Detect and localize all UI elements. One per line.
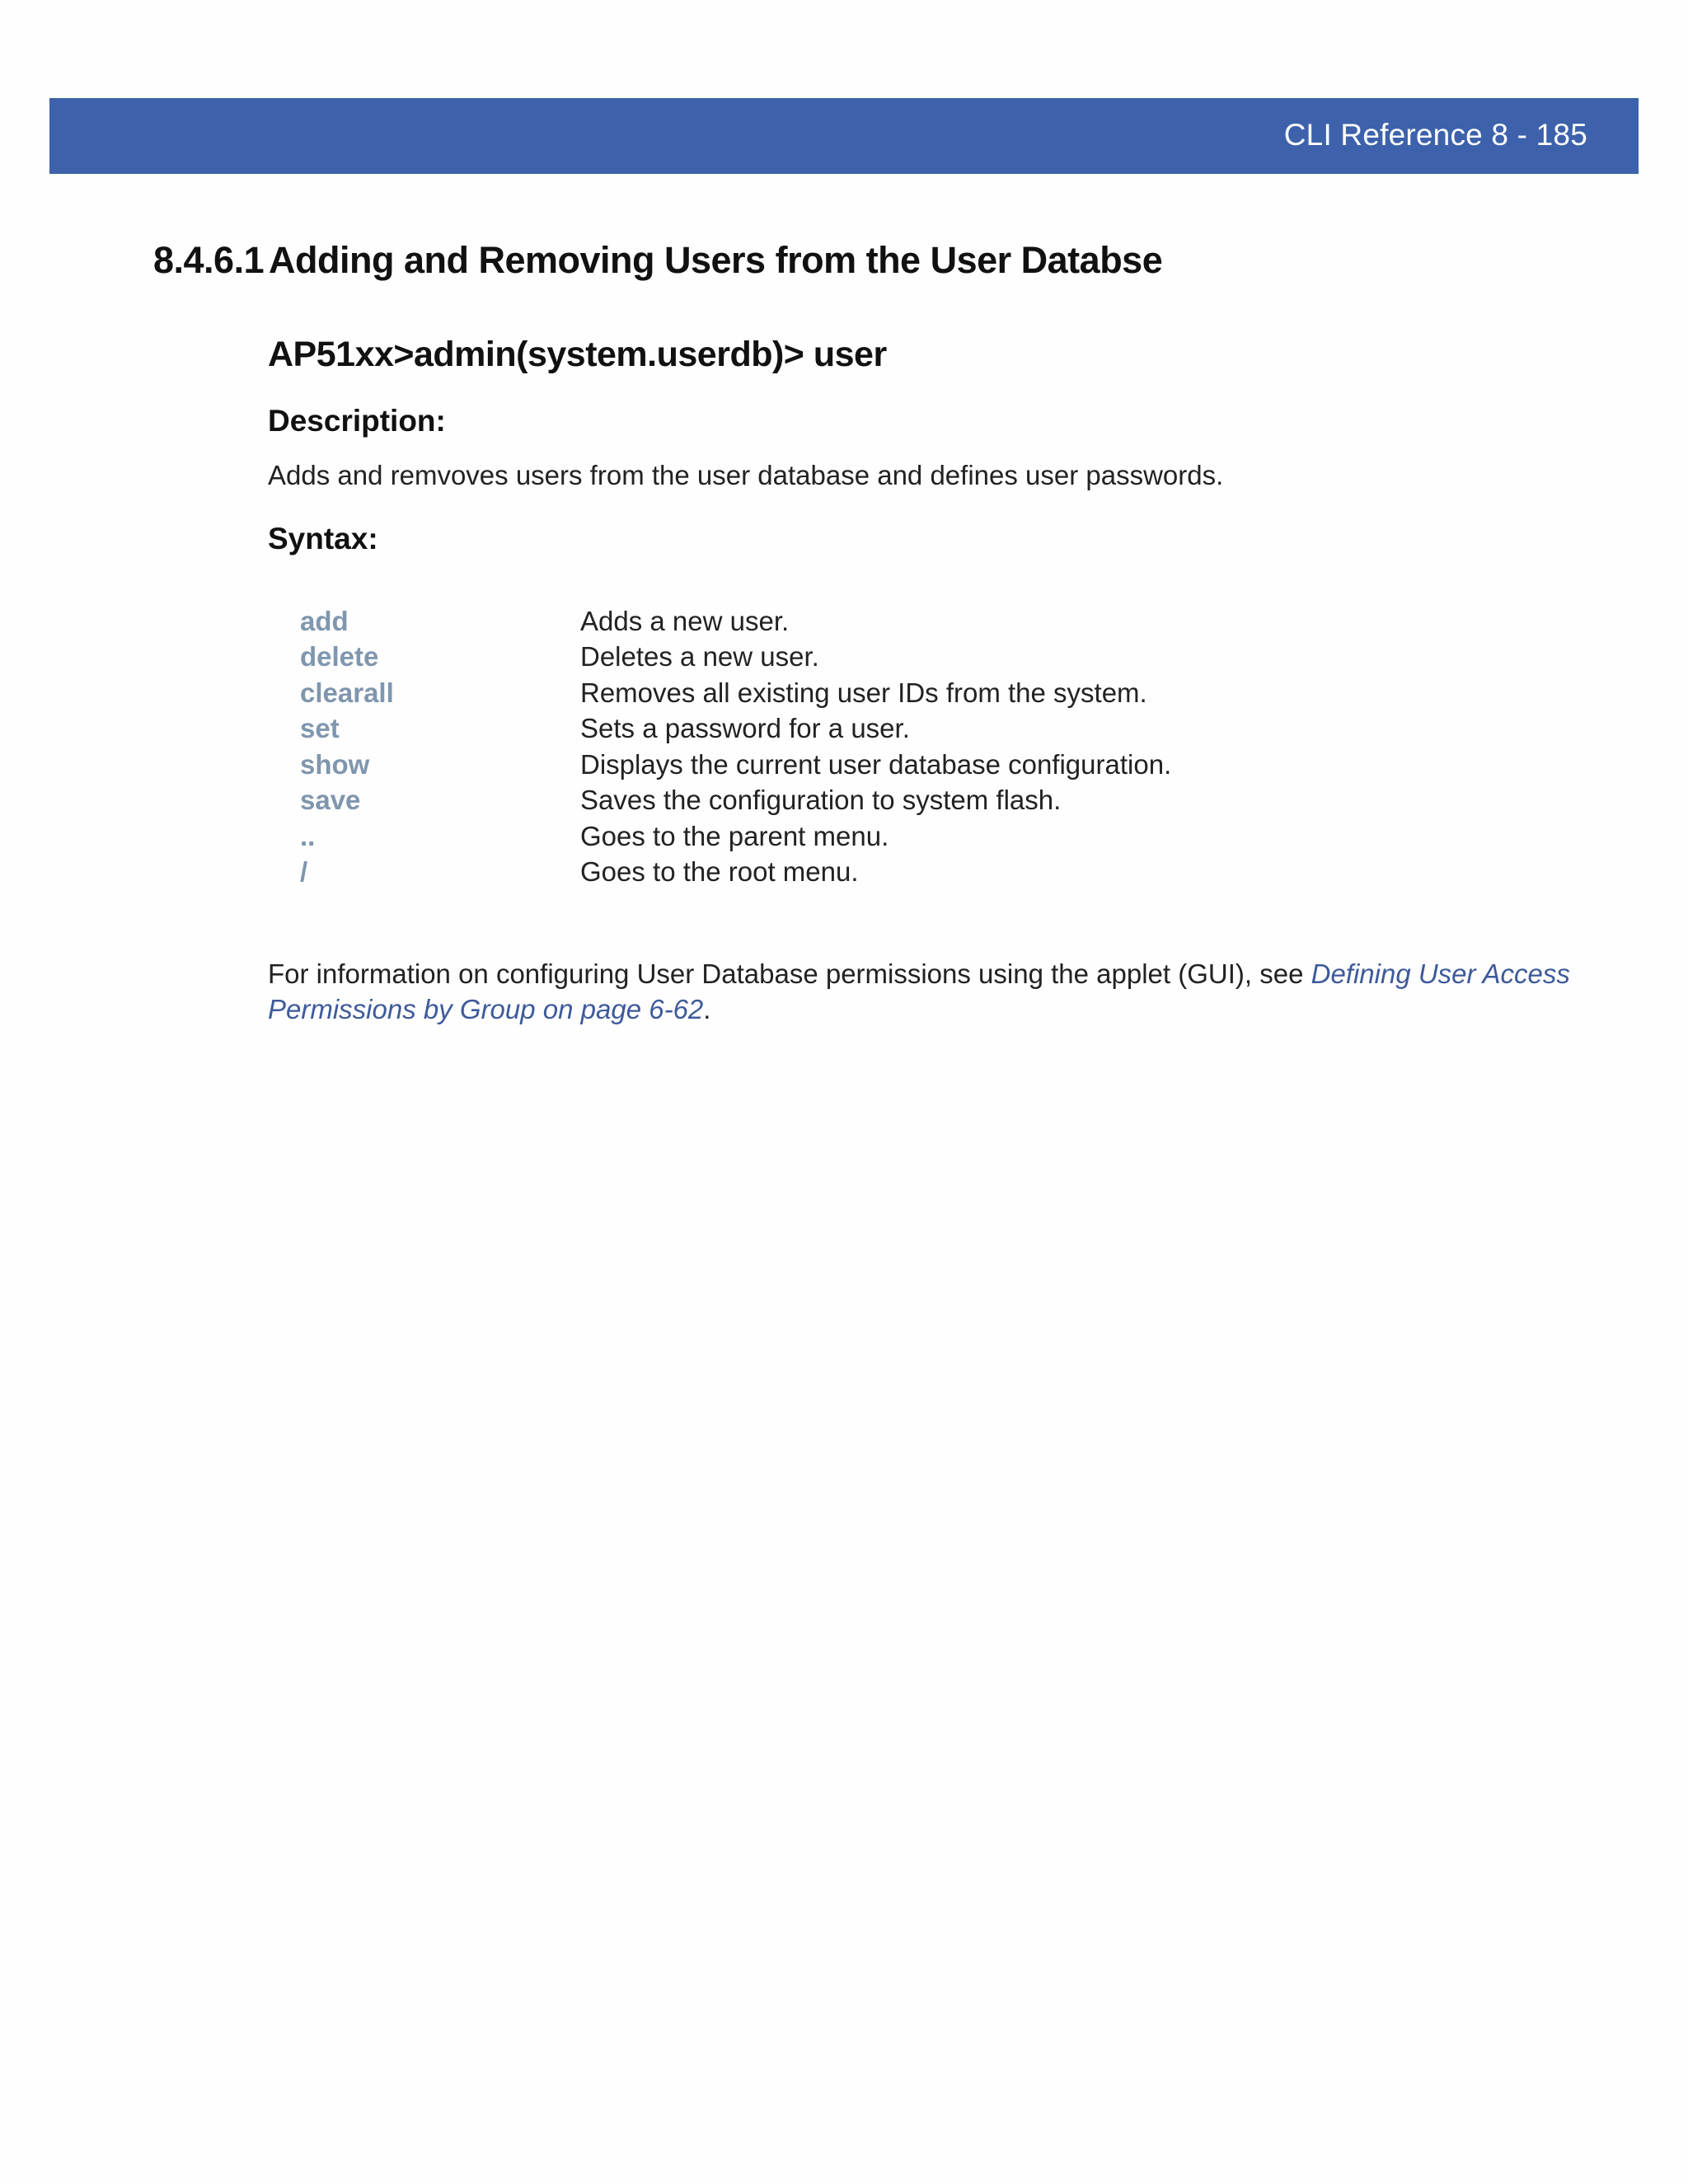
section-heading (153, 239, 1162, 282)
syntax-label: Syntax: (268, 522, 378, 555)
syntax-command: delete (300, 641, 379, 673)
syntax-row (300, 675, 1207, 711)
syntax-description: Goes to the parent menu. (580, 820, 889, 851)
syntax-description: Sets a password for a user. (580, 713, 910, 744)
section-number: 8.4.6.1 (153, 239, 265, 281)
page-header-text: CLI Reference 8 - 185 (1283, 118, 1587, 152)
syntax-command: set (300, 713, 340, 744)
syntax-command: show (300, 748, 370, 780)
section-title: Adding and Removing Users from the User Databse (269, 239, 1163, 281)
page-header-bar (49, 98, 1639, 174)
syntax-command: / (300, 856, 308, 888)
syntax-command: clearall (300, 677, 394, 708)
syntax-description: Saves the configuration to system flash. (580, 785, 1062, 816)
syntax-description: Adds a new user. (580, 605, 790, 636)
syntax-row (300, 640, 1207, 676)
syntax-command: add (300, 605, 349, 636)
syntax-description: Removes all existing user IDs from the system. (580, 677, 1147, 708)
syntax-row (300, 855, 1207, 891)
syntax-row (300, 603, 1207, 640)
description-text: Adds and remvoves users from the user database and defines user passwords. (268, 460, 1224, 490)
syntax-description: Deletes a new user. (580, 641, 819, 673)
syntax-command: save (300, 785, 361, 816)
syntax-row (300, 818, 1207, 855)
info-text: For information on configuring User Database permissions using the applet (GUI), see (268, 958, 1311, 989)
command-heading: AP51xx>admin(system.userdb)> user (268, 335, 887, 374)
syntax-row (300, 747, 1207, 783)
syntax-description: Displays the current user database configuration. (580, 748, 1172, 780)
info-paragraph (268, 956, 1603, 1027)
info-suffix: . (703, 994, 711, 1024)
syntax-description: Goes to the root menu. (580, 856, 859, 888)
description-label: Description: (268, 404, 446, 438)
syntax-table (300, 603, 1207, 890)
syntax-row (300, 783, 1207, 819)
syntax-command: .. (300, 820, 316, 851)
syntax-row (300, 711, 1207, 748)
cross-reference-link[interactable]: Defining User Access Permissions by Group on page 6-62 (268, 958, 1570, 1024)
